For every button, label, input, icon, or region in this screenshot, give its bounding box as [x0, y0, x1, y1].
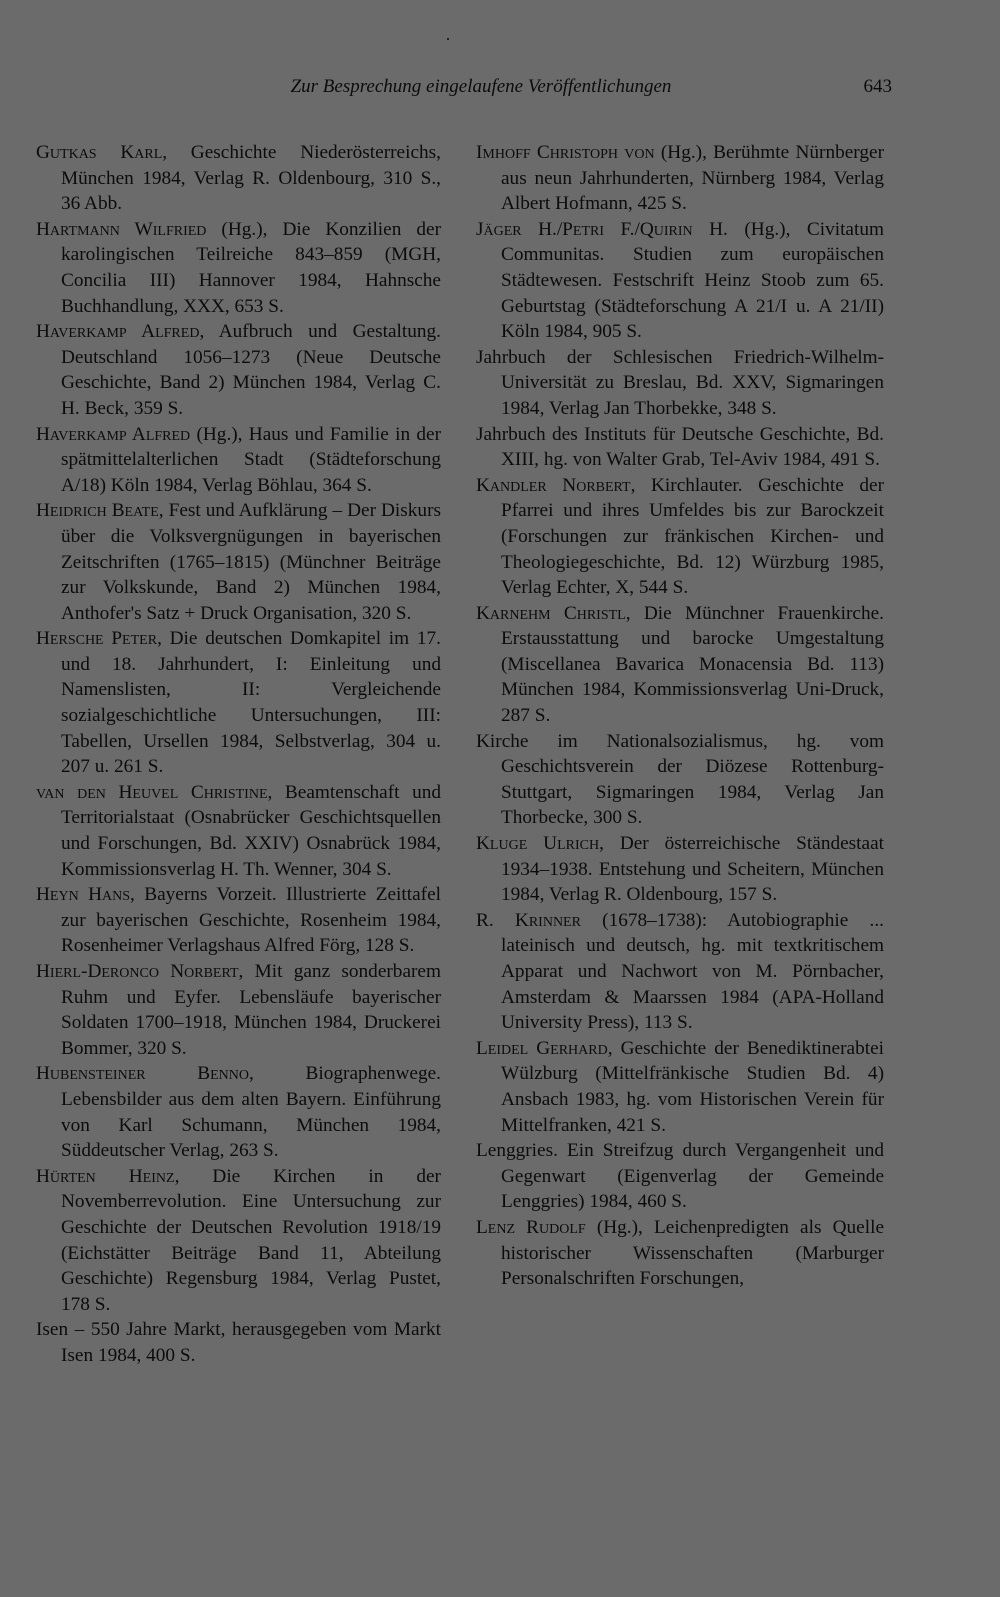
- bibliography-entry: [36, 780, 441, 882]
- bibliography-entry: [476, 1215, 884, 1292]
- bibliography-entry: [476, 831, 884, 908]
- bibliography-entry: [476, 601, 884, 729]
- print-speck: [447, 38, 449, 40]
- entry-author: Hubensteiner Benno: [36, 1063, 250, 1085]
- entry-text: , Der österreichische Ständestaat 1934–1938. Entstehung und Scheitern, München 1984, Verlag R. Oldenbourg, 157 S.: [501, 833, 884, 906]
- entry-author: Gutkas Karl: [36, 142, 163, 163]
- page-number: 643: [863, 76, 892, 97]
- entry-author: Heyn Hans: [36, 884, 131, 906]
- entry-author: Kluge Ulrich: [476, 833, 600, 855]
- entry-author: Jäger H./Petri F./Quirin H.: [476, 218, 728, 240]
- entry-author: Kandler Norbert: [476, 474, 631, 496]
- bibliography-entry: [36, 882, 441, 959]
- entry-text: , Die deutschen Domkapitel im 17. und 18. Jahrhundert, I: Einleitung und Namenslisten, II: Vergleichende sozialgeschichtliche Untersuchungen, III: Tabellen, Ursellen 1984, Selbstverlag, 304 u. 207 u. 261 S.: [61, 628, 441, 778]
- entry-text: , Die Kirchen in der Novemberrevolution. Eine Untersuchung zur Geschichte der Deutschen Revolution 1918/19 (Eichstätter Beiträge Band 11, Abteilung Geschichte) Regensburg 1984, Verlag Pustet, 178 S.: [61, 1165, 441, 1315]
- entry-author: van den Heuvel Christine: [36, 781, 268, 803]
- bibliography-entry: [36, 498, 441, 626]
- entry-author: R. Krinner: [476, 909, 581, 931]
- entry-text: , Aufbruch und Gestaltung. Deutschland 1056–1273 (Neue Deutsche Geschichte, Band 2) München 1984, Verlag C. H. Beck, 359 S.: [61, 321, 441, 419]
- entry-author: Hierl-Deronco Norbert: [36, 961, 239, 982]
- entry-text: , Fest und Aufklärung – Der Diskurs über die Volksvergnügungen in bayerischen Zeitschriften (1765–1815) (Münchner Beiträge zur Volkskunde, Band 2) München 1984, Anthofer's Satz + Druck Organisation, 320 S.: [61, 500, 441, 624]
- entry-text: Isen – 550 Jahre Markt, herausgegeben vom Markt Isen 1984, 400 S.: [36, 1319, 441, 1366]
- entry-text: Lenggries. Ein Streifzug durch Vergangenheit und Gegenwart (Eigenverlag der Gemeinde Lenggries) 1984, 460 S.: [476, 1140, 884, 1213]
- entry-text: , Bayerns Vorzeit. Illustrierte Zeittafel zur bayerischen Geschichte, Rosenheim 1984, Rosenheimer Verlagshaus Alfred Förg, 128 S.: [61, 884, 441, 957]
- entry-text: , Geschichte Niederösterreichs, München 1984, Verlag R. Oldenbourg, 310 S., 36 Abb.: [61, 142, 441, 215]
- bibliography-entry: [476, 1138, 884, 1215]
- bibliography-entry: [36, 626, 441, 780]
- entry-text: (Hg.), Die Konzilien der karolingischen Teilreiche 843–859 (MGH, Concilia III) Hannover 1984, Hahnsche Buchhandlung, XXX, 653 S.: [61, 218, 441, 317]
- entry-author: Leidel Gerhard: [476, 1037, 608, 1059]
- bibliography-entry: [476, 217, 884, 345]
- entry-author: Hartmann Wilfried: [36, 218, 207, 240]
- entry-author: Hersche Peter: [36, 628, 158, 650]
- entry-text: Jahrbuch der Schlesischen Friedrich-Wilhelm-Universität zu Breslau, Bd. XXV, Sigmaringen 1984, Verlag Jan Thorbekke, 348 S.: [476, 346, 884, 419]
- entry-author: Heidrich Beate: [36, 500, 159, 522]
- entry-text: Jahrbuch des Instituts für Deutsche Geschichte, Bd. XIII, hg. von Walter Grab, Tel-Aviv 1984, 491 S.: [476, 423, 884, 471]
- bibliography-entry: [36, 1164, 441, 1318]
- bibliography-entry: [476, 345, 884, 422]
- bibliography-entry: [476, 140, 884, 217]
- entry-author: Imhoff Christoph von: [476, 142, 655, 163]
- bibliography-entry: [476, 422, 884, 473]
- entry-text: (Hg.), Leichenpredigten als Quelle historischer Wissenschaften (Marburger Personalschriften Forschungen,: [501, 1216, 885, 1290]
- entry-text: , Biographenwege. Lebensbilder aus dem alten Bayern. Einführung von Karl Schumann, München 1984, Süddeutscher Verlag, 263 S.: [61, 1063, 441, 1162]
- bibliography-entry: [476, 1036, 884, 1138]
- bibliography-entry: [36, 1317, 441, 1368]
- entry-author: Haverkamp Alfred: [36, 423, 191, 445]
- entry-author: Lenz Rudolf: [476, 1216, 586, 1238]
- entry-text: (Hg.), Haus und Familie in der spätmittelalterlichen Stadt (Städteforschung A/18) Köln 1984, Verlag Böhlau, 364 S.: [61, 423, 441, 496]
- bibliography-entry: [476, 729, 884, 831]
- bibliography-entry: [36, 140, 441, 217]
- left-column: [36, 140, 441, 1369]
- bibliography-entry: [36, 217, 441, 319]
- entry-text: , Mit ganz sonderbarem Ruhm und Eyfer. Lebensläufe bayerischer Soldaten 1700–1918, München 1984, Druckerei Bommer, 320 S.: [61, 961, 441, 1059]
- entry-text: , Die Münchner Frauenkirche. Erstausstattung und barocke Umgestaltung (Miscellanea Bavarica Monacensia Bd. 113) München 1984, Kommissionsverlag Uni-Druck, 287 S.: [501, 602, 884, 727]
- entry-text: (Hg.), Berühmte Nürnberger aus neun Jahrhunderten, Nürnberg 1984, Verlag Albert Hofmann, 425 S.: [501, 142, 884, 215]
- bibliography-entry: [36, 1061, 441, 1163]
- entry-text: , Beamtenschaft und Territorialstaat (Osnabrücker Geschichtsquellen und Forschungen, Bd. XXIV) Osnabrück 1984, Kommissionsverlag H. Th. Wenner, 304 S.: [61, 781, 441, 880]
- entry-text: Kirche im Nationalsozialismus, hg. vom Geschichtsverein der Diözese Rottenburg-Stuttgart, Sigmaringen 1984, Verlag Jan Thorbecke, 300 S.: [476, 730, 884, 829]
- bibliography-entry: [476, 473, 884, 601]
- entry-text: , Kirchlauter. Geschichte der Pfarrei und ihres Umfeldes bis zur Barockzeit (Forschungen zur fränkischen Kirchen- und Theologiegeschichte, Bd. 12) Würzburg 1985, Verlag Echter, X, 544 S.: [501, 474, 884, 599]
- running-header: [30, 74, 892, 104]
- bibliography-entry: [36, 319, 441, 421]
- entry-author: Haverkamp Alfred: [36, 321, 200, 343]
- bibliography-entry: [36, 959, 441, 1061]
- entry-text: (1678–1738): Autobiographie ... lateinisch und deutsch, hg. mit textkritischem Apparat und Nachwort von M. Pörnbacher, Amsterdam & Maarssen 1984 (APA-Holland University Press), 113 S.: [501, 909, 884, 1034]
- right-column: [476, 140, 884, 1292]
- entry-author: Hürten Heinz: [36, 1165, 175, 1187]
- entry-author: Karnehm Christl: [476, 602, 626, 624]
- bibliography-entry: [476, 908, 884, 1036]
- running-title: Zur Besprechung eingelaufene Veröffentlichungen: [290, 76, 672, 97]
- entry-text: , Geschichte der Benediktinerabtei Wülzburg (Mittelfränkische Studien Bd. 4) Ansbach 1983, hg. vom Historischen Verein für Mittelfranken, 421 S.: [501, 1037, 884, 1136]
- entry-text: (Hg.), Civitatum Communitas. Studien zum europäischen Städtewesen. Festschrift Heinz Stoob zum 65. Geburtstag (Städteforschung A 21/I u. A 21/II) Köln 1984, 905 S.: [501, 218, 884, 343]
- bibliography-entry: [36, 422, 441, 499]
